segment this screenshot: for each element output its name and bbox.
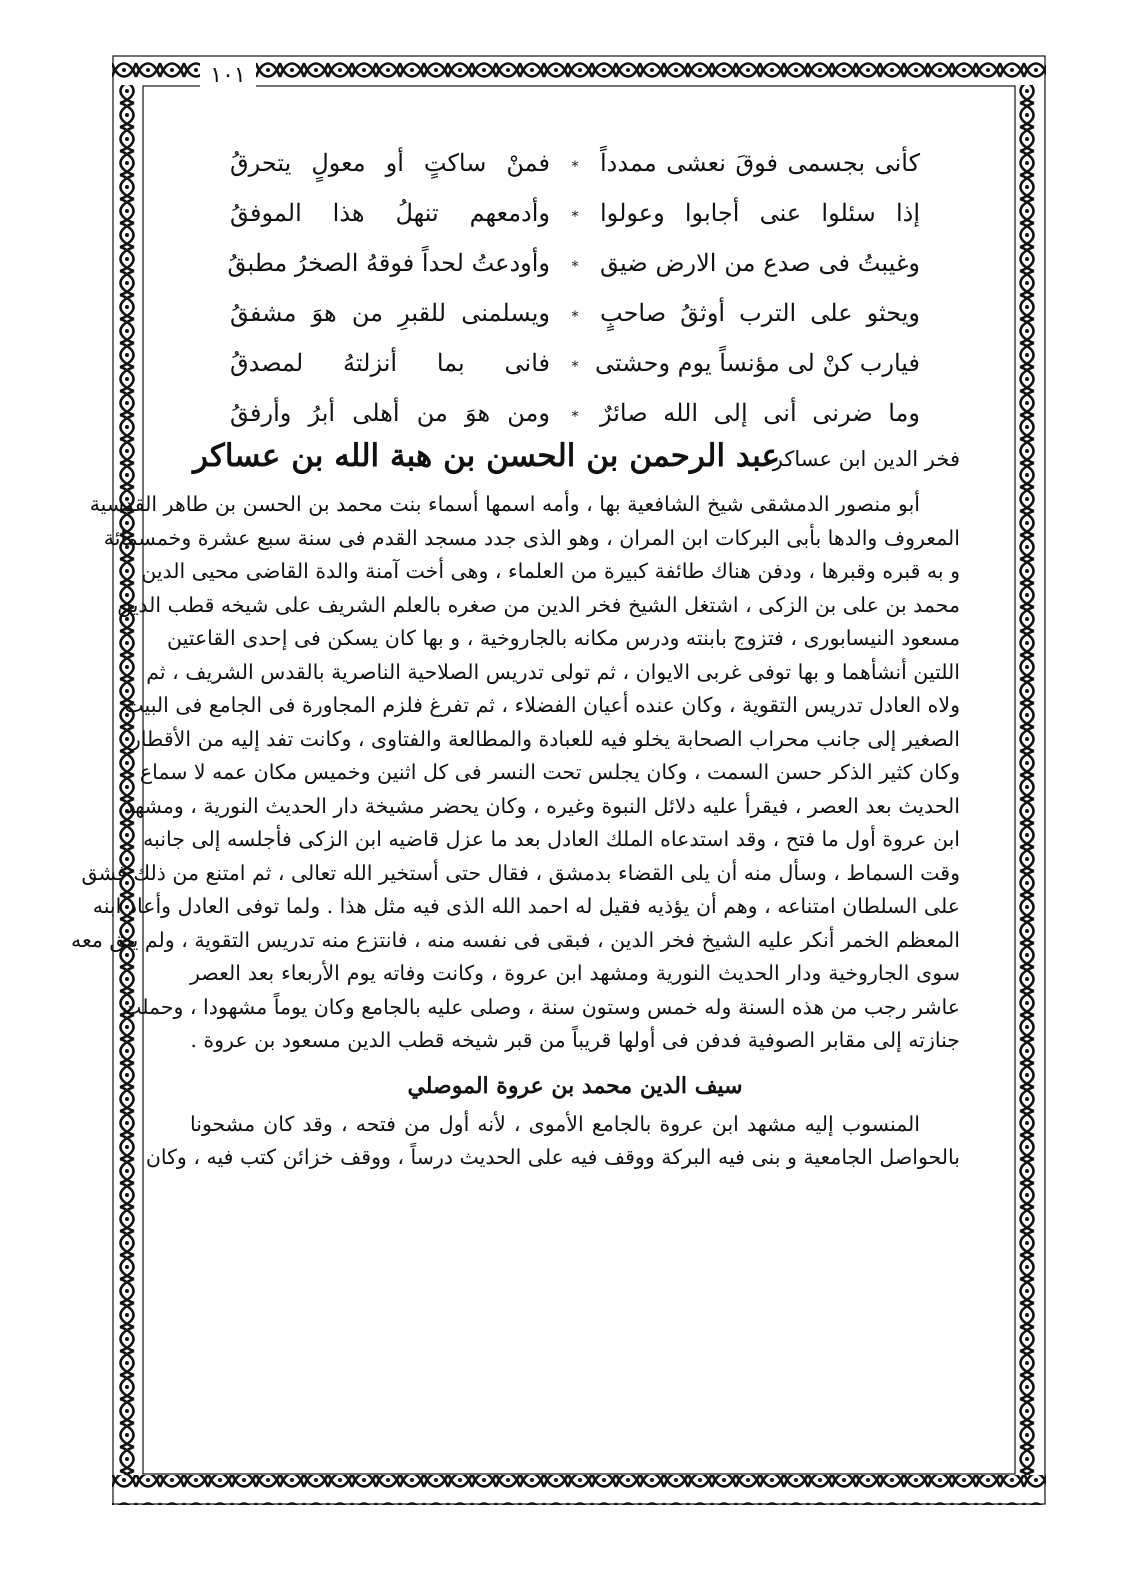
- paragraph-line: وقت السماط ، وسأل منه أن يلى القضاء بدمشق ، فقال حتى أستخير الله تعالى ، ثم امتنع من ذلك فشق: [81, 860, 960, 885]
- verse-right-hemistich: إذا سئلوا عنى أجابوا وعولوا: [600, 199, 920, 227]
- entry-short-name: فخر الدين ابن عساكر: [772, 447, 960, 471]
- paragraph-line: المعروف والدها بأبى البركات ابن المران ، وهو الذى جدد مسجد القدم فى سنة سبع عشرة وخمسمائة: [103, 525, 960, 550]
- page-text: [71, 138, 960, 1175]
- verse-left-hemistich: وأدمعهم تنهلُ هذا الموفقُ: [230, 199, 550, 227]
- verse-right-hemistich: وما ضرنى أنى إلى الله صائرٌ: [600, 399, 920, 427]
- verse-left-hemistich: ويسلمنى للقبرِ من هوَ مشفقُ: [230, 299, 550, 327]
- verse-separator: *: [571, 259, 579, 275]
- verse-line: [230, 288, 920, 338]
- paragraph-line: المعظم الخمر أنكر عليه الشيخ فخر الدين ، فبقى فى نفسه منه ، فانتزع منه تدريس التقوية ، ولم يبق معه: [71, 927, 960, 952]
- paragraph-line: عاشر رجب من هذه السنة وله خمس وستون سنة ، وصلى عليه بالجامع وكان يوماً مشهودا ، وحملت: [122, 994, 960, 1019]
- paragraph-line: بالحواصل الجامعية و بنى فيه البركة ووقف فيه على الحديث درساً ، ووقف خزائن كتب فيه ، وكان: [145, 1145, 960, 1169]
- verse-left-hemistich: فمنْ ساكتٍ أو معولٍ يتحرقُ: [230, 149, 550, 177]
- paragraph-line: المنسوب إليه مشهد ابن عروة بالجامع الأموى ، لأنه أول من فتحه ، وقد كان مشحونا: [190, 1111, 920, 1136]
- paragraph-line: الحديث بعد العصر ، فيقرأ عليه دلائل النبوة وغيره ، وكان يحضر مشيخة دار الحديث النورية ، ومشهد: [124, 793, 960, 818]
- verse-line: [230, 338, 920, 388]
- paragraph-line: مسعود النيسابورى ، فتزوج بابنته ودرس مكانه بالجاروخية ، و بها كان يسكن فى إحدى القاعتين: [166, 626, 960, 650]
- verse-separator: *: [571, 309, 579, 325]
- paragraph-line: وكان كثير الذكر حسن السمت ، وكان يجلس تحت النسر فى كل اثنين وخميس مكان عمه لا سماع: [139, 760, 960, 784]
- verse-separator: *: [571, 159, 579, 175]
- paragraph-line: و به قبره وقبرها ، ودفن هناك طائفة كبيرة من العلماء ، وهى أخت آمنة والدة القاضى محيى الدين: [141, 559, 960, 583]
- paragraph-line: محمد بن على بن الزكى ، اشتغل الشيخ فخر الدين من صغره بالعلم الشريف على شيخه قطب الدين: [117, 592, 960, 617]
- verse-right-hemistich: كأنى بجسمى فوقَ نعشى ممدداً: [600, 149, 920, 177]
- paragraph-line: ولاه العادل تدريس التقوية ، وكان عنده أعيان الفضلاء ، ثم تفرغ فلزم المجاورة فى الجامع فى البيت: [124, 693, 960, 717]
- verse-left-hemistich: وأودعتُ لحداً فوقهُ الصخرُ مطبقُ: [227, 249, 550, 277]
- second-biography-paragraph: [145, 1108, 960, 1175]
- verse-separator: *: [571, 359, 579, 375]
- verse-right-hemistich: وغيبتُ فى صدع من الارض ضيق: [600, 249, 920, 277]
- verse-left-hemistich: ومن هوَ من أهلى أبرُ وأرفقُ: [230, 399, 550, 427]
- verse-right-hemistich: ويحثو على الترب أوثقُ صاحبٍ: [600, 299, 920, 327]
- verse-line: [230, 138, 920, 188]
- paragraph-line: ابن عروة أول ما فتح ، وقد استدعاه الملك العادل بعد ما عزل قاضيه ابن الزكى فأجلسه إلى جانبه: [143, 827, 960, 851]
- paragraph-line: الصغير إلى جانب محراب الصحابة يخلو فيه للعبادة والمطالعة والفتاوى ، وكانت تفد إليه من الأقطار: [130, 726, 960, 751]
- paragraph-line: سوى الجاروخية ودار الحديث النورية ومشهد ابن عروة ، وكانت وفاته يوم الأربعاء بعد العصر: [190, 961, 960, 985]
- section-subheading: سيف الدين محمد بن عروة الموصلي: [407, 1072, 743, 1099]
- verse-left-hemistich: فانى بما أنزلتهُ لمصدقُ: [230, 349, 550, 377]
- entry-full-name: عبد الرحمن بن الحسن بن هبة الله بن عساكر: [192, 438, 780, 474]
- entry-heading: [190, 438, 960, 488]
- verse-line: [230, 188, 920, 238]
- verse-right-hemistich: فيارب كنْ لى مؤنساً يوم وحشتى: [594, 349, 920, 377]
- verse-line: [227, 238, 920, 288]
- paragraph-line: اللتين أنشأهما و بها توفى غربى الايوان ، ثم تولى تدريس الصلاحية الناصرية بالقدس الشريف ، ثم: [146, 659, 960, 684]
- biography-paragraph: [71, 488, 960, 1058]
- verse-separator: *: [571, 409, 579, 425]
- paragraph-line: أبو منصور الدمشقى شيخ الشافعية بها ، وأمه اسمها أسماء بنت محمد بن الحسن بن طاهر القدسية: [89, 492, 920, 516]
- paragraph-line: على السلطان امتناعه ، وهم أن يؤذيه فقيل له احمد الله الذى فيه مثل هذا . ولما توفى العادل وأعاد ابنه: [92, 894, 960, 918]
- paragraph-line: جنازته إلى مقابر الصوفية فدفن فى أولها قريباً من قبر شيخه قطب الدين مسعود بن عروة .: [190, 1028, 960, 1052]
- verse-separator: *: [571, 209, 579, 225]
- page-number: ١٠١: [200, 62, 256, 90]
- poem: [190, 138, 960, 438]
- verse-line: [230, 388, 920, 438]
